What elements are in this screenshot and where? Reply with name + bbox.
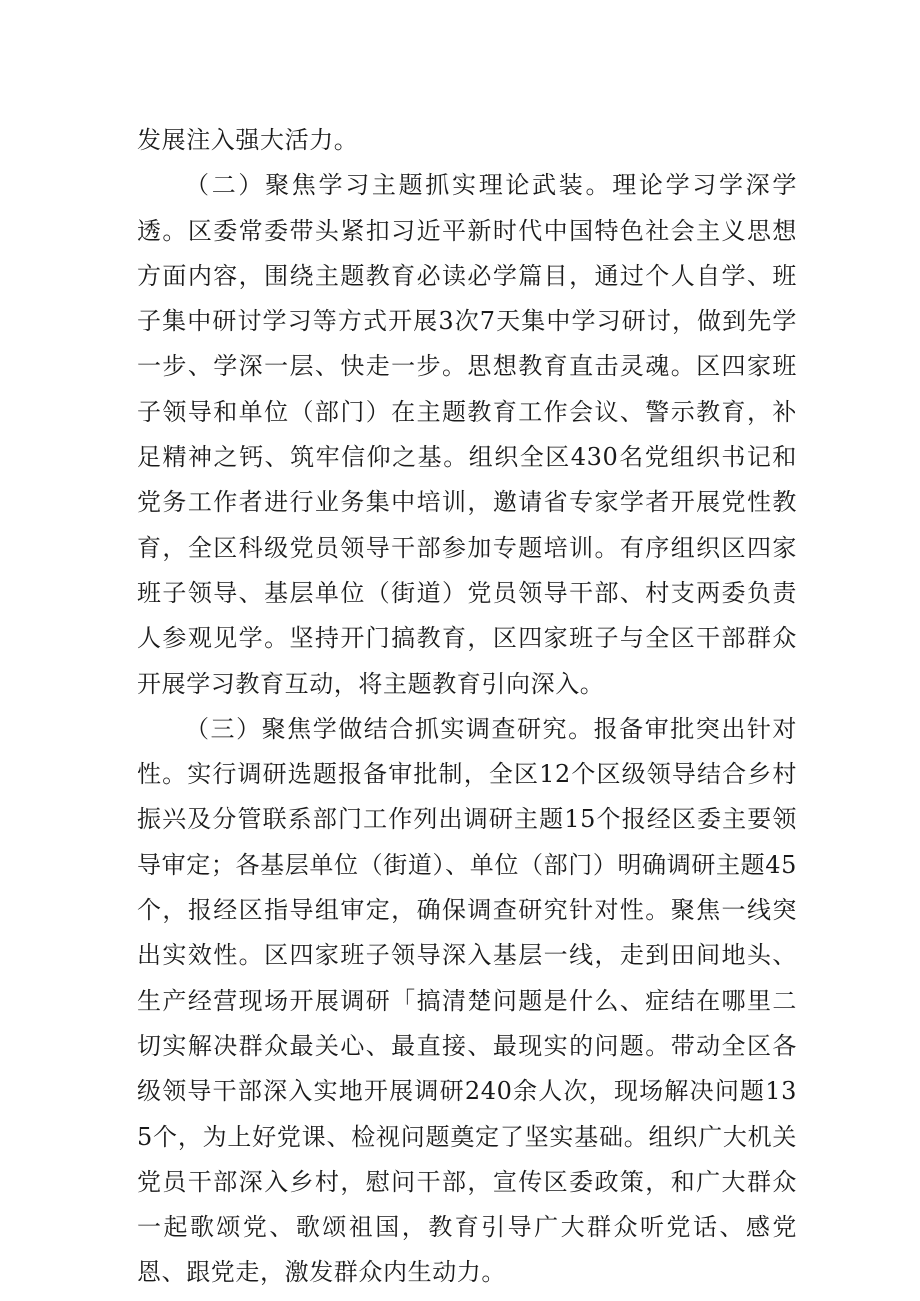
paragraph-section-three: （三）聚焦学做结合抓实调查研究。报备审批突出针对性。实行调研选题报备审批制，全区12个区级领导结合乡村振兴及分管联系部门工作列出调研主题15个报经区委主要领导审定；各基层单位（街道）、单位（部门）明确调研主题45个，报经区指导组审定，确保调查研究针对性。聚焦一线突出实效性。区四家班子领导深入基层一线，走到田间地头、生产经营现场开展调研「搞清楚问题是什么、症结在哪里二切实解决群众最关心、最直接、最现实的问题。带动全区各级领导干部深入实地开展调研240余人次，现场解决问题135个，为上好党课、检视问题奠定了坚实基础。组织广大机关党员干部深入乡村，慰问干部，宣传区委政策，和广大群众一起歌颂党、歌颂祖国，教育引导广大群众听党话、感党恩、跟党走，激发群众内生动力。 bbox=[137, 714, 797, 1287]
paragraph-section-two: （二）聚焦学习主题抓实理论武装。理论学习学深学透。区委常委带头紧扣习近平新时代中国特色社会主义思想方面内容，围绕主题教育必读必学篇目，通过个人自学、班子集中研讨学习等方式开展3次7天集中学习研讨，做到先学一步、学深一层、快走一步。思想教育直击灵魂。区四家班子领导和单位（部门）在主题教育工作会议、警示教育，补足精神之钙、筑牢信仰之基。组织全区430名党组织书记和党务工作者进行业务集中培训，邀请省专家学者开展党性教育，全区科级党员领导干部参加专题培训。有序组织区四家班子领导、基层单位（街道）党员领导干部、村支两委负责人参观见学。坚持开门搞教育，区四家班子与全区干部群众开展学习教育互动，将主题教育引向深入。 bbox=[137, 171, 797, 698]
document-body bbox=[137, 118, 797, 1296]
paragraph-continuation: 发展注入强大活力。 bbox=[137, 126, 359, 154]
